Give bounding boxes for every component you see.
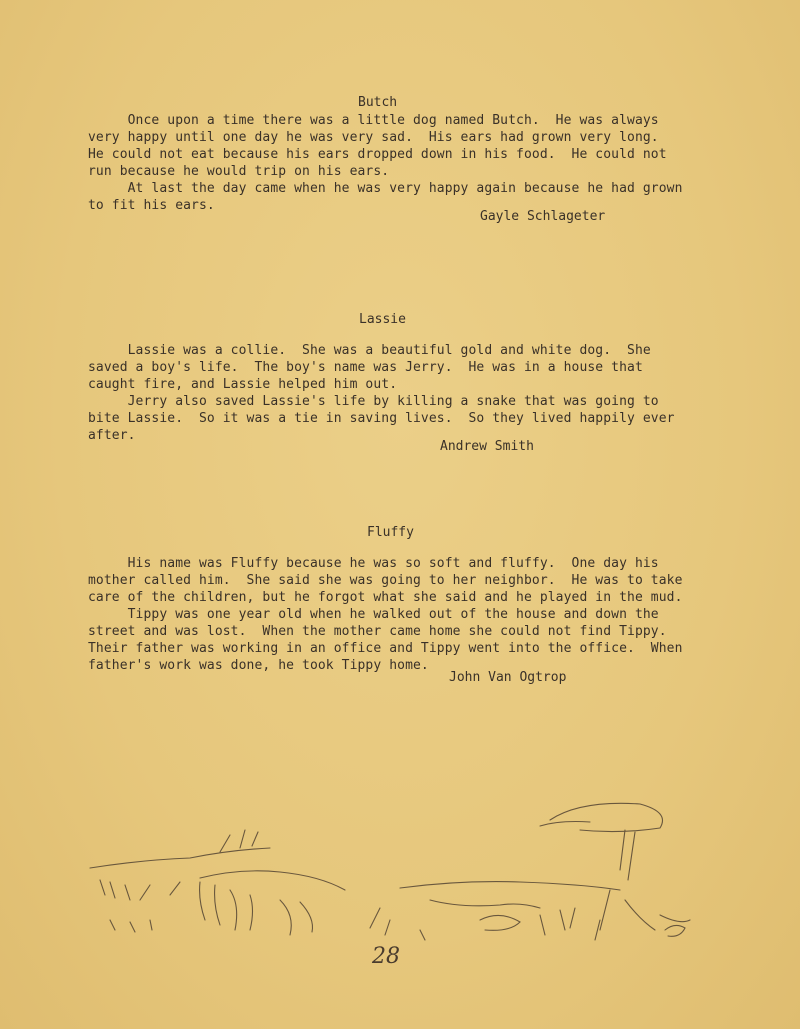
- story-body-butch: Once upon a time there was a little dog named Butch. He was always very happy until one day he was very sad. His ears had grown very long. He could not eat because his ears dropped down in his food. He could not run because he would trip on his ears. At last the day came when he was very happy again because he had grown to fit his ears.: [88, 113, 683, 213]
- story-title-lassie: Lassie: [359, 312, 406, 327]
- pencil-dog-sketch: [80, 790, 700, 950]
- story-author-butch: Gayle Schlageter: [480, 209, 606, 224]
- story-author-fluffy: John Van Ogtrop: [449, 670, 567, 685]
- page-number: 28: [372, 944, 400, 969]
- story-author-lassie: Andrew Smith: [440, 439, 534, 454]
- story-title-fluffy: Fluffy: [367, 525, 414, 540]
- story-title-butch: Butch: [358, 95, 398, 110]
- story-body-fluffy: His name was Fluffy because he was so soft and fluffy. One day his mother called him. She said she was going to her neighbor. He was to take care of the children, but he forgot what she said and he played in the mud. Tippy was one year old when he walked out of the house and down the street and was lost. When the mother came home she could not find Tippy. Their father was working in an office and Tippy went into the office. When father's work was done, he took Tippy home.: [88, 556, 683, 673]
- story-body-lassie: Lassie was a collie. She was a beautiful gold and white dog. She saved a boy's life. The boy's name was Jerry. He was in a house that caught fire, and Lassie helped him out. Jerry also saved Lassie's life by killing a snake that was going to bite Lassie. So it was a tie in saving lives. So they lived happily ever after.: [88, 343, 675, 443]
